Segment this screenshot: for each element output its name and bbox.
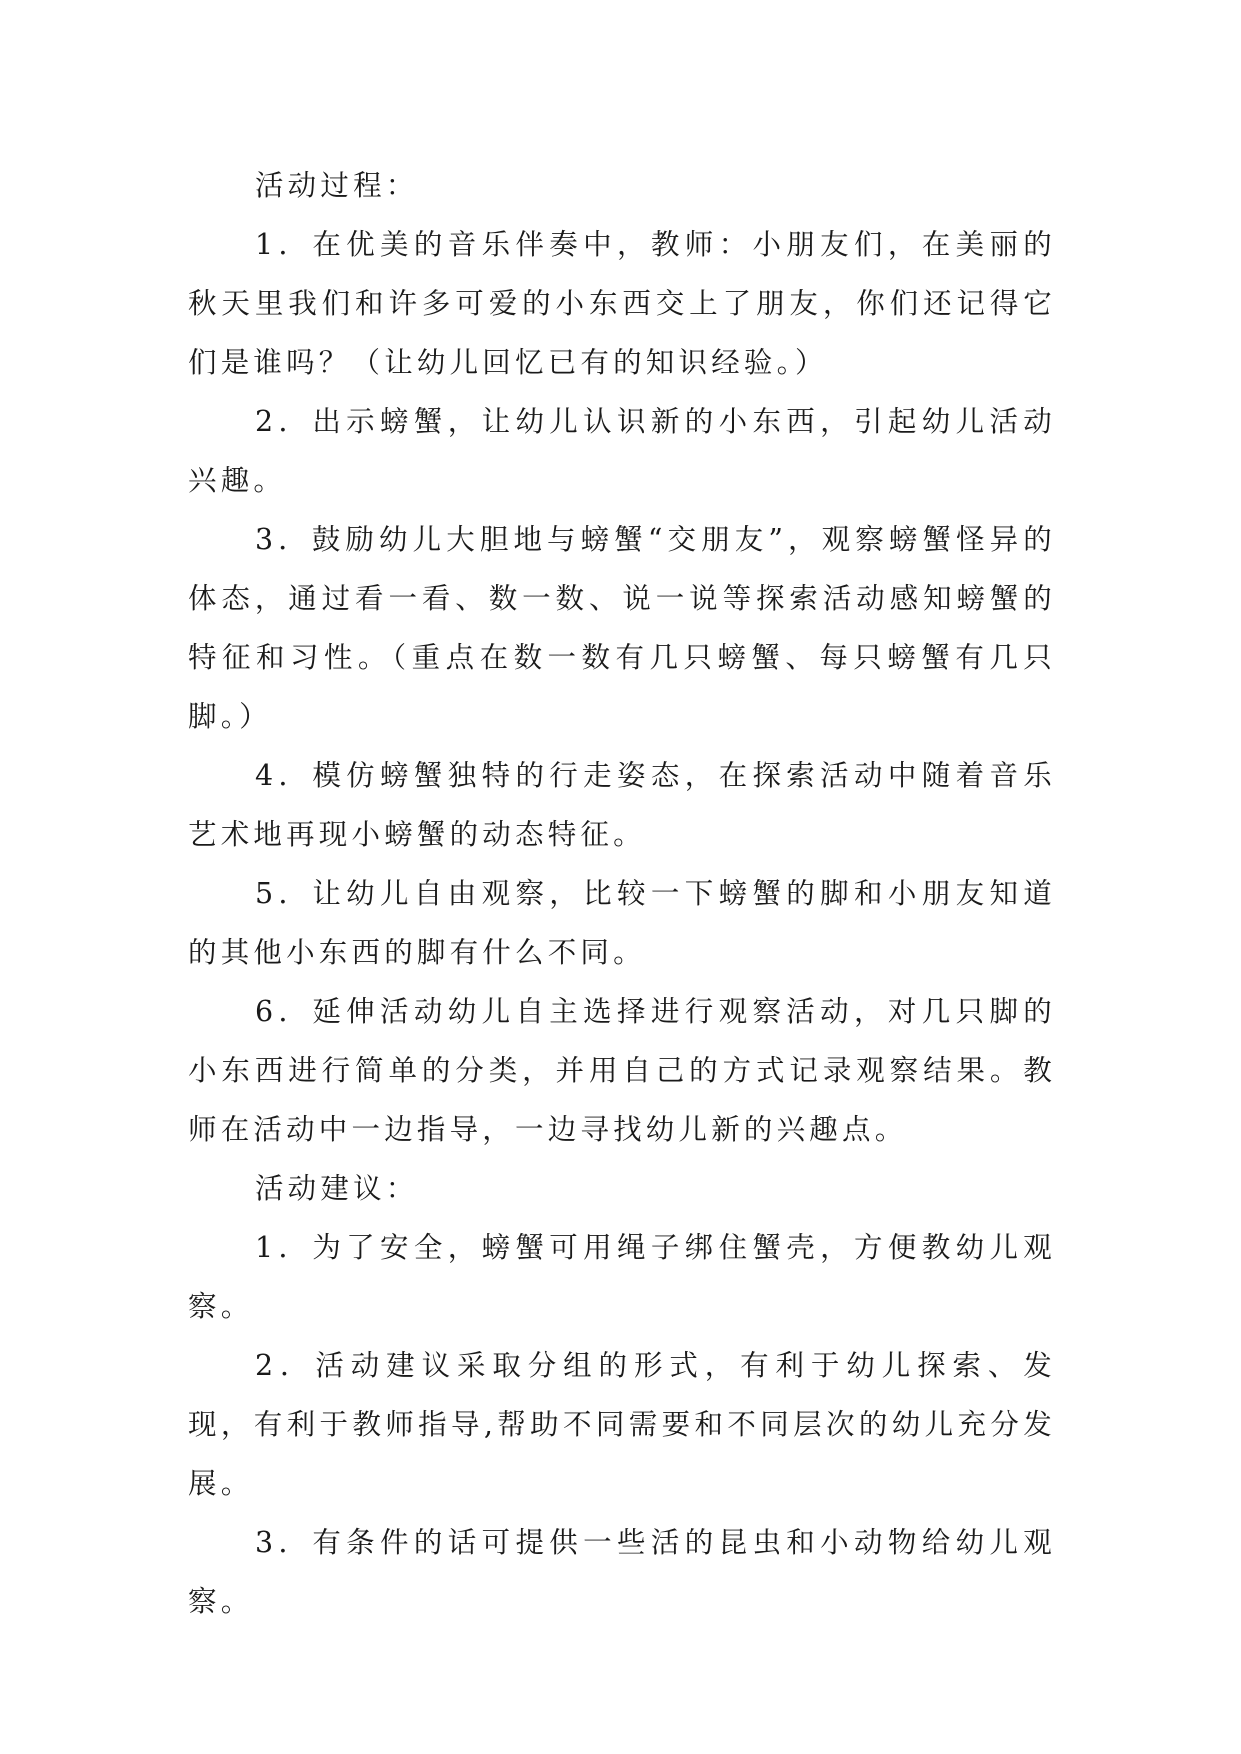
process-step-5: 5．让幼儿自由观察，比较一下螃蟹的脚和小朋友知道的其他小东西的脚有什么不同。 xyxy=(188,877,1056,969)
section-heading-activity-suggestions: 活动建议： xyxy=(254,1172,419,1205)
process-step-3: 3．鼓励幼儿大胆地与螃蟹“交朋友”，观察螃蟹怪异的体态，通过看一看、数一数、说一说等探索活动感知螃蟹的特征和习性。（重点在数一数有几只螃蟹、每只螃蟹有几只脚。） xyxy=(188,523,1056,733)
process-step-2: 2．出示螃蟹，让幼儿认识新的小东西，引起幼儿活动兴趣。 xyxy=(188,405,1056,497)
section-heading-activity-process: 活动过程： xyxy=(254,169,419,202)
suggestion-3: 3．有条件的话可提供一些活的昆虫和小动物给幼儿观察。 xyxy=(188,1526,1056,1618)
process-step-1: 1．在优美的音乐伴奏中，教师：小朋友们，在美丽的秋天里我们和许多可爱的小东西交上了朋友，你们还记得它们是谁吗？（让幼儿回忆已有的知识经验。） xyxy=(188,228,1056,379)
suggestion-1: 1．为了安全，螃蟹可用绳子绑住蟹壳，方便教幼儿观察。 xyxy=(188,1231,1056,1323)
suggestion-2: 2．活动建议采取分组的形式，有利于幼儿探索、发现，有利于教师指导,帮助不同需要和不同层次的幼儿充分发展。 xyxy=(188,1349,1056,1500)
process-step-4: 4．模仿螃蟹独特的行走姿态，在探索活动中随着音乐艺术地再现小螃蟹的动态特征。 xyxy=(188,759,1056,851)
process-step-6: 6．延伸活动幼儿自主选择进行观察活动，对几只脚的小东西进行简单的分类，并用自己的方式记录观察结果。教师在活动中一边指导，一边寻找幼儿新的兴趣点。 xyxy=(188,995,1056,1146)
document-body xyxy=(188,156,1056,1631)
